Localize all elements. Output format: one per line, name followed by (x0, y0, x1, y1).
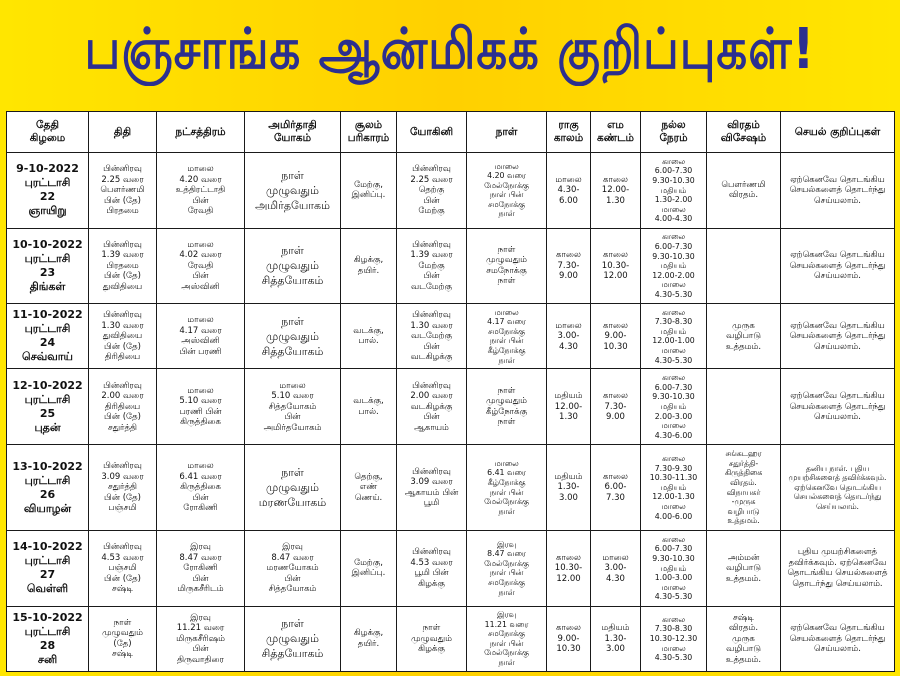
page-title (0, 0, 900, 105)
yogam-cell: மாலை 5.10 வரை சித்தயோகம் பின் அமிர்தயோகம் (245, 369, 341, 445)
date-cell: 15-10-2022 புரட்டாசி 28 சனி (7, 606, 89, 671)
naal-cell: இரவு 11.21 வரை சமநோக்கு நாள் பின் மேல்நோக்கு நாள் (467, 606, 547, 671)
soolam-cell: தெற்கு, எண் ணெய். (341, 445, 397, 531)
yogam-cell: நாள் முழுவதும் சித்தயோகம் (245, 228, 341, 304)
soolam-cell: வடக்கு, பால். (341, 304, 397, 369)
date-cell: 14-10-2022 புரட்டாசி 27 வெள்ளி (7, 531, 89, 607)
date-cell: 13-10-2022 புரட்டாசி 26 வியாழன் (7, 445, 89, 531)
date-cell: 11-10-2022 புரட்டாசி 24 செவ்வாய் (7, 304, 89, 369)
viratham-cell: முருக வழிபாடு உத்தமம். (707, 304, 781, 369)
ema-cell: காலை 9.00- 10.30 (591, 304, 641, 369)
table-row (7, 531, 895, 607)
ema-cell: காலை 7.30- 9.00 (591, 369, 641, 445)
header-nakshatra: நட்சத்திரம் (157, 112, 245, 153)
header-soolam: சூலம் பரிகாரம் (341, 112, 397, 153)
naal-cell: நாள் முழுவதும் சமநோக்கு நாள் (467, 228, 547, 304)
naal-cell: நாள் முழுவதும் கீழ்நோக்கு நாள் (467, 369, 547, 445)
panchangam-table (6, 111, 895, 672)
ema-cell: மதியம் 1.30- 3.00 (591, 606, 641, 671)
yogam-cell: இரவு 8.47 வரை மரணயோகம் பின் சித்தயோகம் (245, 531, 341, 607)
header-naal: நாள் (467, 112, 547, 153)
yogam-cell: நாள் முழுவதும் மரணயோகம் (245, 445, 341, 531)
yogini-cell: பின்னிரவு 1.30 வரை வடமேற்கு பின் வடகிழக்கு (397, 304, 467, 369)
nalla-cell: காலை 6.00-7.30 9.30-10.30 மதியம் 12.00-2.00 மாலை 4.30-5.30 (641, 228, 707, 304)
soolam-cell: மேற்கு, இனிப்பு. (341, 531, 397, 607)
header-notes: செயல் குறிப்புகள் (781, 112, 895, 153)
nakshatra-cell: மாலை 4.17 வரை அஸ்வினி பின் பரணி (157, 304, 245, 369)
rahu-cell: மதியம் 12.00- 1.30 (547, 369, 591, 445)
viratham-cell: சங்கடஹர சதுர்த்தி- கிருத்திகை விரதம். விநாயகர் -முருக வழிபாடு உத்தமம். (707, 445, 781, 531)
rahu-cell: காலை 10.30- 12.00 (547, 531, 591, 607)
thithi-cell: பின்னிரவு 3.09 வரை சதுர்த்தி பின் (தே) பஞ்சமி (89, 445, 157, 531)
page-title-text: பஞ்சாங்க ஆன்மிகக் குறிப்புகள்! (84, 16, 816, 82)
rahu-cell: காலை 9.00- 10.30 (547, 606, 591, 671)
table-row (7, 606, 895, 671)
header-date: தேதி கிழமை (7, 112, 89, 153)
naal-cell: மாலை 4.17 வரை சமநோக்கு நாள் பின் கீழ்நோக்கு நாள் (467, 304, 547, 369)
soolam-cell: கிழக்கு, தயிர். (341, 606, 397, 671)
table-row (7, 445, 895, 531)
header-thithi: திதி (89, 112, 157, 153)
naal-cell: இரவு 8.47 வரை மேல்நோக்கு நாள் பின் சமநோக்கு நாள் (467, 531, 547, 607)
notes-cell: ஏற்கெனவே தொடங்கிய செயல்களைத் தொடர்ந்து செய்யலாம். (781, 304, 895, 369)
header-row (7, 112, 895, 153)
thithi-cell: பின்னிரவு 1.39 வரை பிரதமை பின் (தே) துவிதியை (89, 228, 157, 304)
thithi-cell: நாள் முழுவதும் (தே) சஷ்டி (89, 606, 157, 671)
viratham-cell (707, 228, 781, 304)
nakshatra-cell: இரவு 8.47 வரை ரோகிணி பின் மிருகசீரிடம் (157, 531, 245, 607)
nakshatra-cell: இரவு 11.21 வரை மிருகசீரிஷம் பின் திருவாதிரை (157, 606, 245, 671)
soolam-cell: வடக்கு, பால். (341, 369, 397, 445)
thithi-cell: பின்னிரவு 2.25 வரை பௌர்ணமி பின் (தே) பிரதமை (89, 153, 157, 229)
nakshatra-cell: மாலை 5.10 வரை பரணி பின் கிருத்திகை (157, 369, 245, 445)
ema-cell: காலை 10.30- 12.00 (591, 228, 641, 304)
header-ema: எம கண்டம் (591, 112, 641, 153)
yogam-cell: நாள் முழுவதும் சித்தயோகம் (245, 304, 341, 369)
viratham-cell: அம்மன் வழிபாடு உத்தமம். (707, 531, 781, 607)
nalla-cell: காலை 6.00-7.30 9.30-10.30 மதியம் 1.30-2.00 மாலை 4.00-4.30 (641, 153, 707, 229)
nalla-cell: காலை 6.00-7.30 9.30-10.30 மதியம் 2.00-3.00 மாலை 4.30-6.00 (641, 369, 707, 445)
notes-cell: ஏற்கெனவே தொடங்கிய செயல்களைத் தொடர்ந்து செய்யலாம். (781, 369, 895, 445)
date-cell: 12-10-2022 புரட்டாசி 25 புதன் (7, 369, 89, 445)
ema-cell: மாலை 3.00- 4.30 (591, 531, 641, 607)
date-cell: 9-10-2022 புரட்டாசி 22 ஞாயிறு (7, 153, 89, 229)
yogini-cell: பின்னிரவு 1.39 வரை மேற்கு பின் வடமேற்கு (397, 228, 467, 304)
header-yogini: யோகினி (397, 112, 467, 153)
thithi-cell: பின்னிரவு 1.30 வரை துவிதியை பின் (தே) திரிதியை (89, 304, 157, 369)
nakshatra-cell: மாலை 6.41 வரை கிருத்திகை பின் ரோகிணி (157, 445, 245, 531)
rahu-cell: மாலை 4.30- 6.00 (547, 153, 591, 229)
thithi-cell: பின்னிரவு 2.00 வரை திரிதியை பின் (தே) சதுர்த்தி (89, 369, 157, 445)
naal-cell: மாலை 6.41 வரை கீழ்நோக்கு நாள் பின் மேல்நோக்கு நாள் (467, 445, 547, 531)
panchangam-table-wrap (6, 111, 894, 672)
header-nalla: நல்ல நேரம் (641, 112, 707, 153)
date-cell: 10-10-2022 புரட்டாசி 23 திங்கள் (7, 228, 89, 304)
ema-cell: காலை 6.00- 7.30 (591, 445, 641, 531)
nalla-cell: காலை 7.30-8.30 10.30-12.30 மாலை 4.30-5.30 (641, 606, 707, 671)
table-row (7, 304, 895, 369)
header-viratham: விரதம் விசேஷம் (707, 112, 781, 153)
notes-cell: புதிய முயற்சிகளைத் தவிர்க்கவும். ஏற்கெனவே தொடங்கிய செயல்களைத் தொடர்ந்து செய்யலாம். (781, 531, 895, 607)
thithi-cell: பின்னிரவு 4.53 வரை பஞ்சமி பின் (தே) சஷ்டி (89, 531, 157, 607)
soolam-cell: கிழக்கு, தயிர். (341, 228, 397, 304)
yogini-cell: பின்னிரவு 3.09 வரை ஆகாயம் பின் பூமி (397, 445, 467, 531)
table-row (7, 153, 895, 229)
yogam-cell: நாள் முழுவதும் சித்தயோகம் (245, 606, 341, 671)
table-row (7, 369, 895, 445)
nalla-cell: காலை 6.00-7.30 9.30-10.30 மதியம் 1.00-3.00 மாலை 4.30-5.30 (641, 531, 707, 607)
yogam-cell: நாள் முழுவதும் அமிர்தயோகம் (245, 153, 341, 229)
nakshatra-cell: மாலை 4.20 வரை உத்திரட்டாதி பின் ரேவதி (157, 153, 245, 229)
table-row (7, 228, 895, 304)
viratham-cell (707, 369, 781, 445)
yogini-cell: பின்னிரவு 2.25 வரை தெற்கு பின் மேற்கு (397, 153, 467, 229)
ema-cell: காலை 12.00- 1.30 (591, 153, 641, 229)
yogini-cell: பின்னிரவு 4.53 வரை பூமி பின் கிழக்கு (397, 531, 467, 607)
rahu-cell: காலை 7.30- 9.00 (547, 228, 591, 304)
viratham-cell: பௌர்ணமி விரதம். (707, 153, 781, 229)
yogini-cell: நாள் முழுவதும் கிழக்கு (397, 606, 467, 671)
header-yogam: அமிர்தாதி யோகம் (245, 112, 341, 153)
rahu-cell: மாலை 3.00- 4.30 (547, 304, 591, 369)
yogini-cell: பின்னிரவு 2.00 வரை வடகிழக்கு பின் ஆகாயம் (397, 369, 467, 445)
viratham-cell: சஷ்டி விரதம். முருக வழிபாடு உத்தமம். (707, 606, 781, 671)
notes-cell: ஏற்கெனவே தொடங்கிய செயல்களைத் தொடர்ந்து செய்யலாம். (781, 606, 895, 671)
naal-cell: மாலை 4.20 வரை மேல்நோக்கு நாள் பின் சமநோக்கு நாள் (467, 153, 547, 229)
nakshatra-cell: மாலை 4.02 வரை ரேவதி பின் அஸ்வினி (157, 228, 245, 304)
header-rahu: ராகு காலம் (547, 112, 591, 153)
nalla-cell: காலை 7.30-8.30 மதியம் 12.00-1.00 மாலை 4.30-5.30 (641, 304, 707, 369)
rahu-cell: மதியம் 1.30- 3.00 (547, 445, 591, 531)
nalla-cell: காலை 7.30-9.30 10.30-11.30 மதியம் 12.00-1.30 மாலை 4.00-6.00 (641, 445, 707, 531)
soolam-cell: மேற்கு, இனிப்பு. (341, 153, 397, 229)
notes-cell: தனிய நாள். புதிய முயற்சிகளைத் தவிர்க்கவும். ஏற்கெனவே தொடங்கிய செயல்களைத் தொடர்ந்து செய்யலாம். (781, 445, 895, 531)
notes-cell: ஏற்கெனவே தொடங்கிய செயல்களைத் தொடர்ந்து செய்யலாம். (781, 153, 895, 229)
notes-cell: ஏற்கெனவே தொடங்கிய செயல்களைத் தொடர்ந்து செய்யலாம். (781, 228, 895, 304)
